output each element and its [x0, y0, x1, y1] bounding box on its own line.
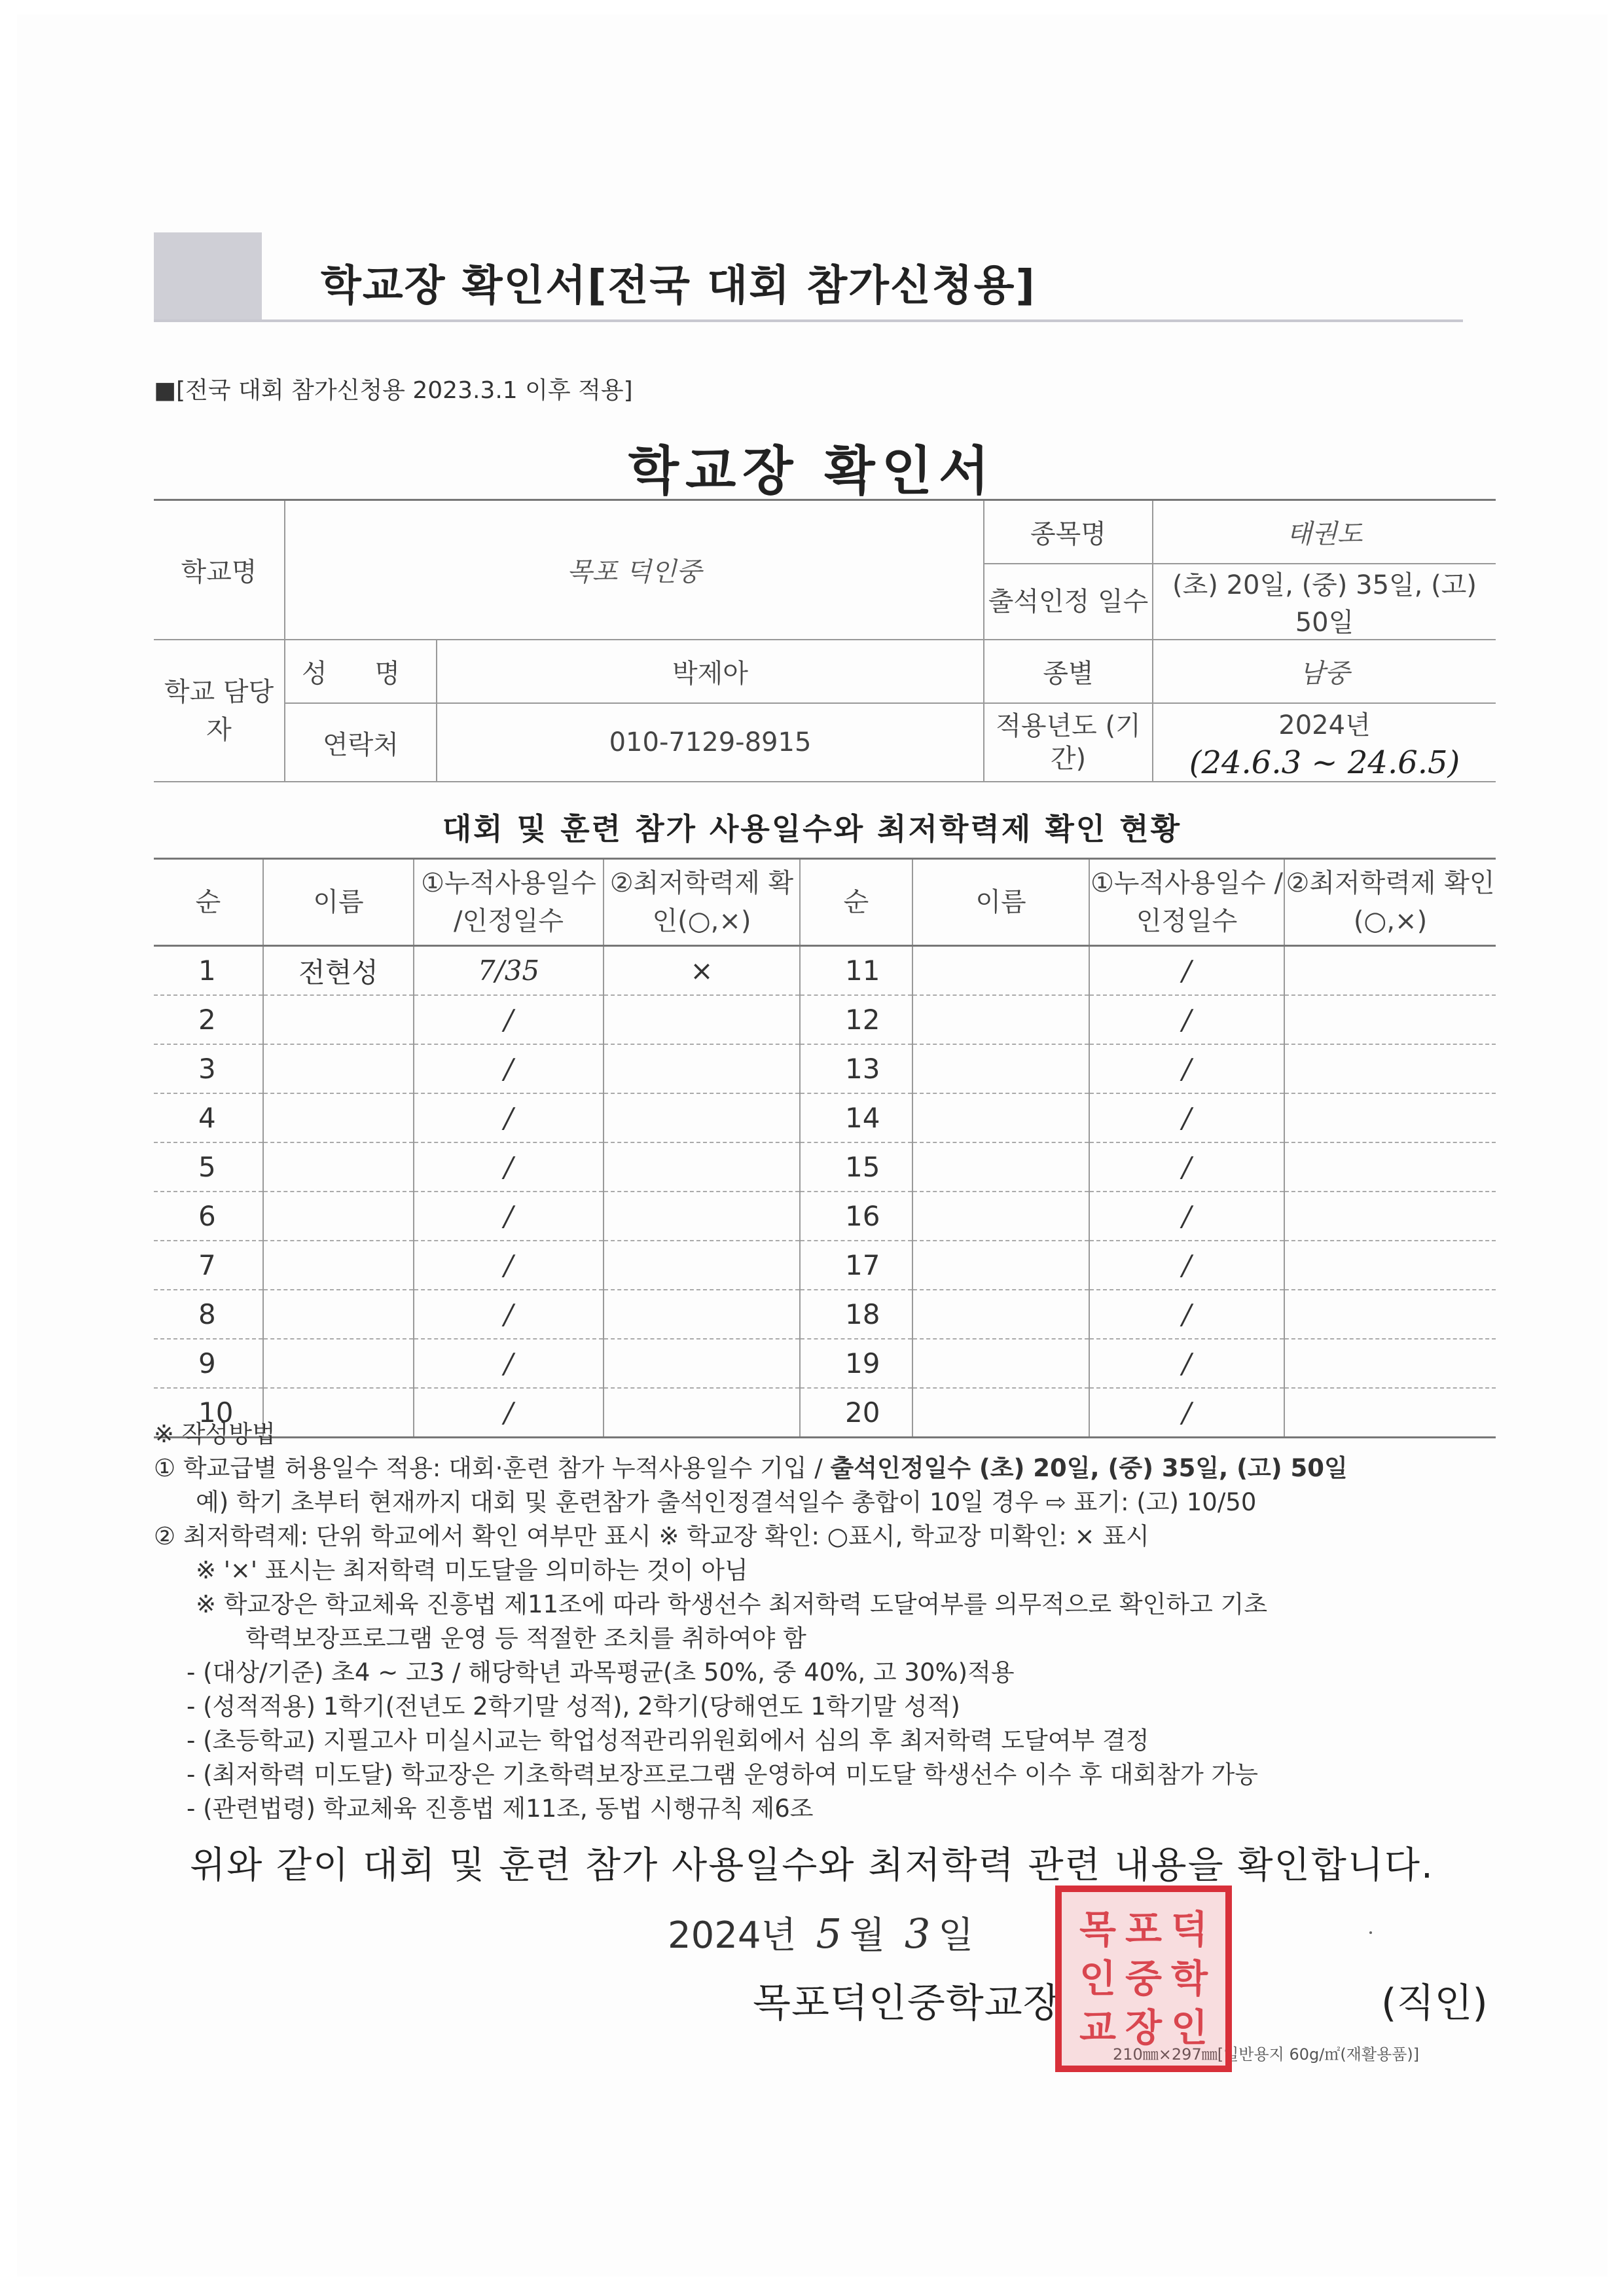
row-no-right: 14 — [800, 1093, 912, 1142]
row-check-right — [1284, 1044, 1496, 1093]
row-no-right: 15 — [800, 1142, 912, 1192]
row-name-left — [263, 1044, 414, 1093]
row-days-left: / — [414, 1290, 604, 1339]
row-name-right — [912, 1093, 1089, 1142]
row-name-left: 전현성 — [263, 946, 414, 996]
row-name-right — [912, 1142, 1089, 1192]
row-name-right — [912, 1044, 1089, 1093]
principal-name: 목포덕인중학교장 — [753, 1980, 1062, 2026]
seal-char: 중 — [1125, 1956, 1163, 2001]
row-name-right — [912, 995, 1089, 1044]
table-row — [154, 1339, 1496, 1388]
row-days-right: / — [1089, 1241, 1284, 1290]
seal-char: 학 — [1170, 1956, 1208, 2001]
header-check-right: ②최저학력제 확인(○,×) — [1284, 859, 1496, 946]
table-row — [154, 1044, 1496, 1093]
row-name-right — [912, 1290, 1089, 1339]
row-days-right: / — [1089, 1044, 1284, 1093]
year-range: (24.6.3 ~ 24.6.5) — [1189, 744, 1460, 781]
row-no-left: 2 — [154, 995, 263, 1044]
row-name-left — [263, 1339, 414, 1388]
row-days-left: 7/35 — [414, 946, 604, 996]
table-row — [154, 1290, 1496, 1339]
row-no-right: 17 — [800, 1241, 912, 1290]
row-check-right — [1284, 995, 1496, 1044]
row-name-right — [912, 1339, 1089, 1388]
row-name-right — [912, 1241, 1089, 1290]
seal-mark: (직인) — [1381, 1980, 1488, 2026]
row-days-left: / — [414, 1142, 604, 1192]
guide-dash-3: - (초등학교) 지필고사 미실시교는 학업성적관리위원회에서 심의 후 최저학력 도달여부 결정 — [187, 1726, 1149, 1755]
guide-dash-1: - (대상/기준) 초4 ~ 고3 / 해당학년 과목평균(초 50%, 중 40%, 고 30%)적용 — [187, 1658, 1015, 1686]
seal-char: 교 — [1079, 2005, 1117, 2050]
row-check-left — [604, 1142, 800, 1192]
confirm-statement: 위와 같이 대회 및 훈련 참가 사용일수와 최저학력 관련 내용을 확인합니다. — [190, 1844, 1434, 1887]
header-grey-block — [154, 232, 262, 321]
guide-heading: ※ 작성방법 — [154, 1420, 276, 1448]
row-check-right — [1284, 946, 1496, 996]
row-check-right — [1284, 1339, 1496, 1388]
year-label: 적용년도 (기간) — [984, 703, 1153, 782]
row-days-left: / — [414, 1044, 604, 1093]
guide-item-2-note-2b: 학력보장프로그램 운영 등 적절한 조치를 취하여야 함 — [245, 1624, 806, 1652]
row-no-left: 7 — [154, 1241, 263, 1290]
row-days-left: / — [414, 1388, 604, 1438]
seal-char: 인 — [1079, 1956, 1117, 2001]
guide-item-2: ② 최저학력제: 단위 학교에서 확인 여부만 표시 ※ 학교장 확인: ○표시, 학교장 미확인: × 표시 — [154, 1522, 1149, 1550]
row-check-left — [604, 1290, 800, 1339]
row-days-right: / — [1089, 1290, 1284, 1339]
row-check-right — [1284, 1241, 1496, 1290]
contact-label: 연락처 — [285, 703, 437, 782]
row-check-right — [1284, 1192, 1496, 1241]
date-month: 5 — [816, 1910, 842, 1958]
document-title: 학교장 확인서 — [628, 441, 996, 501]
date-year: 2024년 — [668, 1914, 797, 1957]
guide-dash-4: - (최저학력 미도달) 학교장은 기초학력보장프로그램 운영하여 미도달 학생선수 이수 후 대회참가 가능 — [187, 1760, 1259, 1789]
row-no-right: 12 — [800, 995, 912, 1044]
seal-char: 포 — [1125, 1907, 1163, 1952]
header-no-right: 순 — [800, 859, 912, 946]
attendance-value: (초) 20일, (중) 35일, (고) 50일 — [1153, 564, 1496, 640]
row-days-right: / — [1089, 1339, 1284, 1388]
manager-label: 학교 담당자 — [154, 640, 285, 782]
date-month-unit: 월 — [849, 1914, 885, 1957]
guide-dash-2: - (성적적용) 1학기(전년도 2학기말 성적), 2학기(당해연도 1학기말 성적) — [187, 1692, 960, 1721]
guide-item-1-bold: 출석인정일수 (초) 20일, (중) 35일, (고) 50일 — [830, 1454, 1348, 1482]
row-days-left: / — [414, 1339, 604, 1388]
row-days-right: / — [1089, 1093, 1284, 1142]
header-days-right: ①누적사용일수 /인정일수 — [1089, 859, 1284, 946]
document-header — [154, 232, 1463, 321]
seal-char: 덕 — [1170, 1907, 1208, 1952]
header-days-left: ①누적사용일수 /인정일수 — [414, 859, 604, 946]
row-days-right: / — [1089, 1142, 1284, 1192]
name-value: 박제아 — [437, 640, 984, 703]
row-no-left: 8 — [154, 1290, 263, 1339]
row-days-right: / — [1089, 1192, 1284, 1241]
row-days-left: / — [414, 1093, 604, 1142]
seal-char: 장 — [1125, 2005, 1163, 2050]
row-days-left: / — [414, 1241, 604, 1290]
table-row — [154, 946, 1496, 996]
table-row — [154, 1192, 1496, 1241]
row-no-left: 5 — [154, 1142, 263, 1192]
seal-char: 인 — [1170, 2005, 1208, 2050]
paper-spec-note: 210㎜×297㎜[일반용지 60g/㎡(재활용품)] — [1113, 2045, 1420, 2064]
row-check-left — [604, 1241, 800, 1290]
guide-item-2-note-2a: ※ 학교장은 학교체육 진흥법 제11조에 따라 학생선수 최저학력 도달여부를 의무적으로 확인하고 기초 — [196, 1590, 1268, 1618]
seal-char: 목 — [1079, 1907, 1117, 1952]
name-label: 성 명 — [285, 640, 437, 703]
row-check-left — [604, 1093, 800, 1142]
row-no-right: 18 — [800, 1290, 912, 1339]
row-check-left: × — [604, 946, 800, 996]
row-check-right — [1284, 1093, 1496, 1142]
row-check-left — [604, 1192, 800, 1241]
row-check-right — [1284, 1290, 1496, 1339]
contact-value: 010-7129-8915 — [437, 703, 984, 782]
row-check-left — [604, 1044, 800, 1093]
row-no-right: 20 — [800, 1388, 912, 1438]
row-no-left: 4 — [154, 1093, 263, 1142]
date-day-unit: 일 — [938, 1914, 974, 1957]
row-days-right: / — [1089, 1388, 1284, 1438]
official-seal — [1055, 1886, 1232, 2072]
apply-note: ■[전국 대회 참가신청용 2023.3.1 이후 적용] — [154, 377, 633, 404]
section-title: 대회 및 훈련 참가 사용일수와 최저학력제 확인 현황 — [442, 811, 1182, 847]
row-name-left — [263, 1093, 414, 1142]
attendance-label: 출석인정 일수 — [984, 564, 1153, 640]
row-name-left — [263, 995, 414, 1044]
row-name-right — [912, 946, 1089, 996]
guide-item-2-note-1: ※ '×' 표시는 최저학력 미도달을 의미하는 것이 아님 — [196, 1556, 748, 1584]
stray-dot — [1369, 1931, 1372, 1934]
row-name-left — [263, 1241, 414, 1290]
row-no-left: 3 — [154, 1044, 263, 1093]
year-cell — [1153, 703, 1496, 782]
header-no-left: 순 — [154, 859, 263, 946]
table-row — [154, 995, 1496, 1044]
sport-label: 종목명 — [984, 500, 1153, 564]
row-no-left: 6 — [154, 1192, 263, 1241]
info-table — [154, 499, 1496, 782]
issue-date — [668, 1906, 973, 1959]
guide-item-1 — [154, 1451, 1502, 1485]
row-name-left — [263, 1142, 414, 1192]
row-no-left: 1 — [154, 946, 263, 996]
row-no-right: 13 — [800, 1044, 912, 1093]
row-check-left — [604, 995, 800, 1044]
table-row — [154, 1241, 1496, 1290]
guide-dash-5: - (관련법령) 학교체육 진흥법 제11조, 동법 시행규칙 제6조 — [187, 1795, 814, 1823]
table-row — [154, 1142, 1496, 1192]
header-underline — [154, 319, 1463, 322]
school-label: 학교명 — [154, 500, 285, 640]
stat-table — [154, 858, 1496, 1438]
year-value: 2024년 — [1278, 710, 1371, 740]
category-value: 남중 — [1153, 640, 1496, 703]
guide-item-1-example: 예) 학기 초부터 현재까지 대회 및 훈련참가 출석인정결석일수 총합이 10일 경우 ⇨ 표기: (고) 10/50 — [196, 1488, 1257, 1516]
header-check-left: ②최저학력제 확인(○,×) — [604, 859, 800, 946]
header-title: 학교장 확인서[전국 대회 참가신청용] — [321, 262, 1036, 310]
guide-item-1-text: ① 학교급별 허용일수 적용: 대회·훈련 참가 누적사용일수 기입 / — [154, 1454, 831, 1482]
row-no-left: 10 — [154, 1388, 263, 1438]
row-name-left — [263, 1192, 414, 1241]
row-days-left: / — [414, 995, 604, 1044]
row-no-right: 11 — [800, 946, 912, 996]
row-days-right: / — [1089, 946, 1284, 996]
row-check-left — [604, 1339, 800, 1388]
row-days-left: / — [414, 1192, 604, 1241]
row-days-right: / — [1089, 995, 1284, 1044]
table-row — [154, 1093, 1496, 1142]
header-name-right: 이름 — [912, 859, 1089, 946]
school-value: 목포 덕인중 — [285, 500, 984, 640]
date-day: 3 — [904, 1910, 931, 1958]
sport-value: 태권도 — [1153, 500, 1496, 564]
row-name-left — [263, 1290, 414, 1339]
row-no-right: 19 — [800, 1339, 912, 1388]
row-no-right: 16 — [800, 1192, 912, 1241]
writing-guide — [154, 1417, 1502, 1826]
seal-characters — [1075, 1905, 1212, 2052]
category-label: 종별 — [984, 640, 1153, 703]
row-name-right — [912, 1192, 1089, 1241]
row-check-right — [1284, 1142, 1496, 1192]
header-name-left: 이름 — [263, 859, 414, 946]
row-no-left: 9 — [154, 1339, 263, 1388]
